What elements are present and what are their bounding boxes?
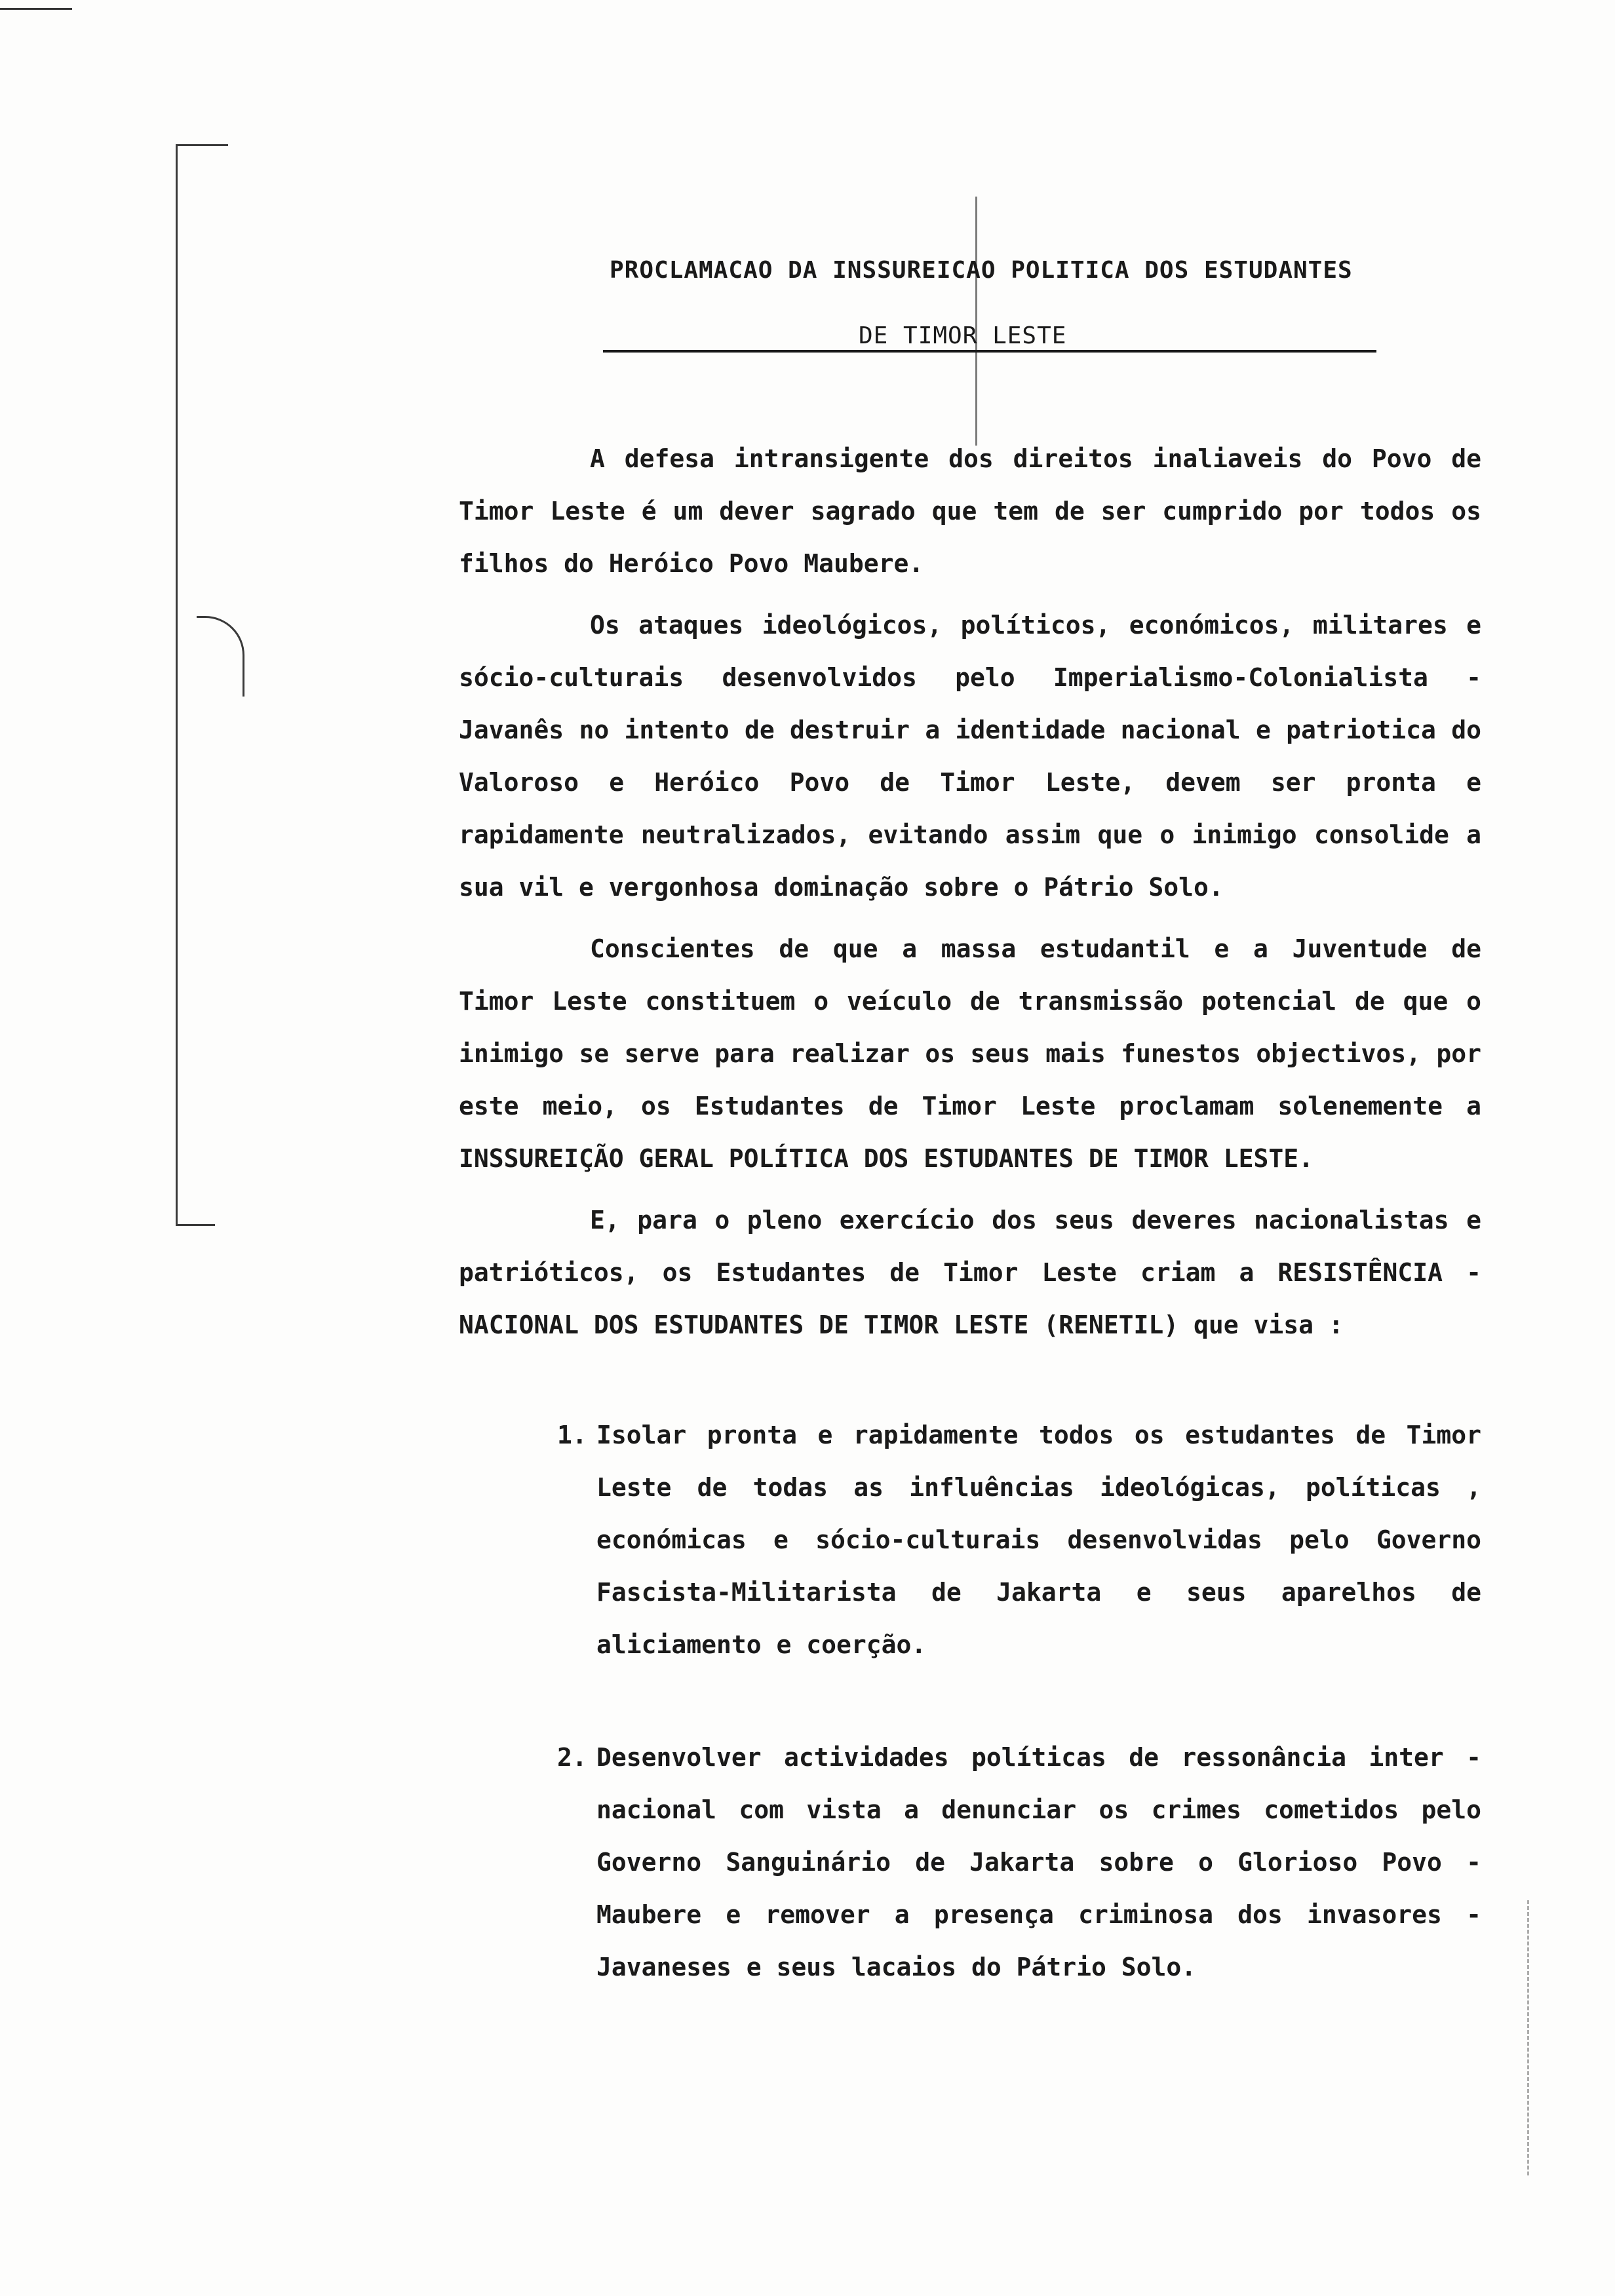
- document-subtitle: DE TIMOR LESTE: [859, 322, 1067, 349]
- list-item-number: 1.: [557, 1421, 587, 1449]
- paragraph: A defesa intransigente dos direitos inaliaveis do Povo de Timor Leste é um dever sagrado que tem de ser cumprido por todos os filhos do Heróico Povo Maubere.: [459, 444, 1481, 578]
- scan-artifact-edge: [1527, 1900, 1530, 2175]
- margin-bracket-top: [176, 144, 228, 146]
- list-item-text: Desenvolver actividades políticas de ressonância inter - nacional com vista a denunciar os crimes cometidos pelo Governo Sanguinário de Jakarta sobre o Glorioso Povo - Maubere e remover a presença criminosa dos invasores - Javaneses e seus lacaios do Pátrio Solo.: [596, 1743, 1481, 1981]
- document-body: [459, 432, 1481, 1360]
- paragraph: Os ataques ideológicos, políticos, económicos, militares e sócio-culturais desenvolvidos pelo Imperialismo-Colonialista - Javanês no intento de destruir a identidade nacional e patriotica do Valoroso e Heróico Povo de Timor Leste, devem ser pronta e rapidamente neutralizados, evitando assim que o inimigo consolide a sua vil e vergonhosa dominação sobre o Pátrio Solo.: [459, 611, 1481, 902]
- scan-artifact-vertical-mark: [975, 197, 977, 446]
- paragraph: Conscientes de que a massa estudantil e a Juventude de Timor Leste constituem o veículo de transmissão potencial de que o inimigo se serve para realizar os seus mais funestos objectivos, por este meio, os Estudantes de Timor Leste proclamam solenemente a INSSUREIÇÃO GERAL POLÍTICA DOS ESTUDANTES DE TIMOR LESTE.: [459, 934, 1481, 1173]
- title-underline: [603, 350, 1376, 353]
- document-title: PROCLAMACAO DA INSSUREICAO POLITICA DOS ESTUDANTES: [610, 257, 1353, 284]
- list-item-text: Isolar pronta e rapidamente todos os estudantes de Timor Leste de todas as influências ideológicas, políticas , económicas e sócio-culturais desenvolvidas pelo Governo Fascista-Militarista de Jakarta e seus aparelhos de aliciamento e coerção.: [596, 1421, 1481, 1659]
- list-item-number: 2.: [557, 1743, 587, 1772]
- scan-artifact-line: [0, 8, 72, 10]
- margin-bracket-bottom: [176, 1224, 215, 1226]
- margin-bracket: [176, 144, 178, 1225]
- list-item: [557, 1731, 1481, 1993]
- paragraph: E, para o pleno exercício dos seus deveres nacionalistas e patrióticos, os Estudantes de Timor Leste criam a RESISTÊNCIA - NACIONAL DOS ESTUDANTES DE TIMOR LESTE (RENETIL) que visa :: [459, 1206, 1481, 1339]
- objectives-list: [557, 1409, 1481, 2054]
- list-item: [557, 1409, 1481, 1671]
- margin-bracket-curl: [197, 616, 244, 697]
